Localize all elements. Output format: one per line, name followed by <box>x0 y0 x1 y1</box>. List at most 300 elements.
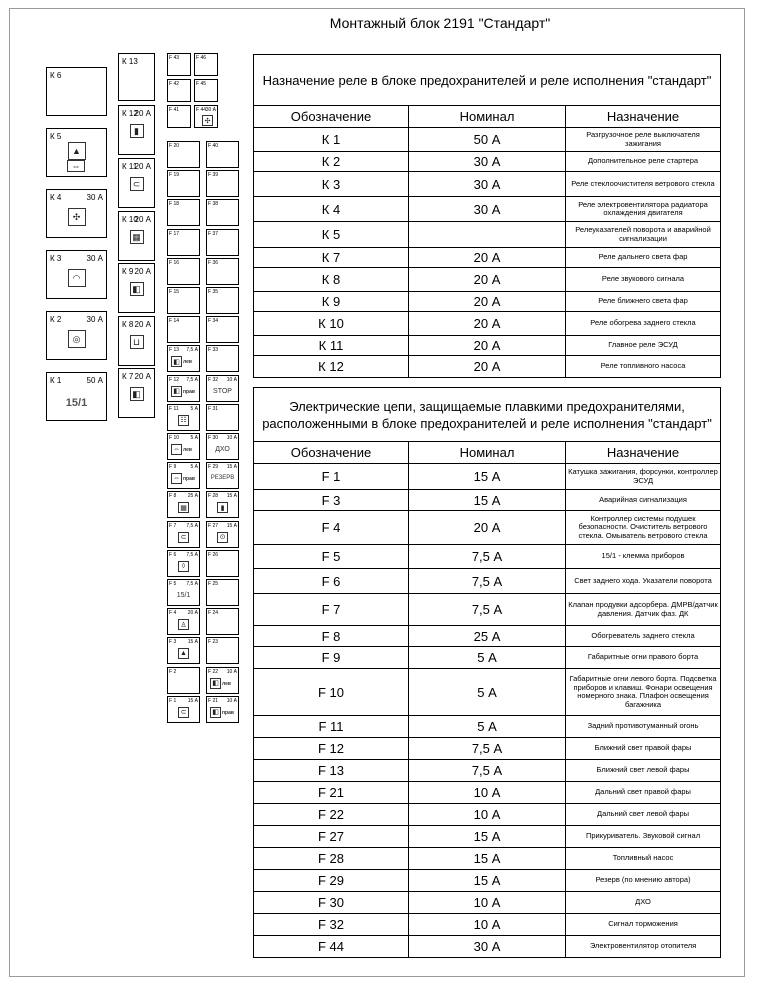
rating-cell: 10 А <box>409 782 566 804</box>
fuse-f-6 <box>167 550 200 577</box>
table-row <box>254 738 721 760</box>
designation-cell: F 44 <box>254 936 409 958</box>
fuse-f-24 <box>206 608 239 635</box>
purpose-cell: Реле обогрева заднего стекла <box>566 312 721 336</box>
airbag-icon: ♙ <box>178 619 189 630</box>
designation-cell: К 12 <box>254 356 409 378</box>
rating-cell: 7,5 А <box>409 569 566 594</box>
fuse-text: лев <box>183 447 192 453</box>
rating-cell: 15 А <box>409 826 566 848</box>
fuse-f-28 <box>206 491 239 518</box>
designation-cell: F 1 <box>254 464 409 490</box>
fuse-f-45 <box>194 79 218 102</box>
fuse-f-39 <box>206 170 239 197</box>
fuse-label: F 25 <box>208 581 219 587</box>
table-row <box>254 356 721 378</box>
purpose-cell: Катушка зажигания, форсунки, контроллер ЭСУД <box>566 464 721 490</box>
fuse-label: F 28 <box>208 493 219 500</box>
fuse-label: F 32 <box>208 376 219 383</box>
fuse-f-41 <box>167 105 191 128</box>
relay-k-5 <box>46 128 107 177</box>
purpose-cell: Сигнал торможения <box>566 914 721 936</box>
table-row <box>254 128 721 152</box>
table-caption: Назначение реле в блоке предохранителей и реле исполнения "стандарт" <box>254 55 721 106</box>
fuse-f-1 <box>167 696 200 723</box>
rating-cell: 5 А <box>409 669 566 716</box>
rating-cell: 30 А <box>409 197 566 222</box>
relay-label: К 12 <box>122 109 138 118</box>
purpose-cell: Дальний свет левой фары <box>566 804 721 826</box>
fuse-label: F 17 <box>169 230 180 237</box>
relay-rating: 20 А <box>134 372 151 381</box>
fuse-rating: 15 А <box>187 697 198 704</box>
designation-cell: К 3 <box>254 172 409 197</box>
fuse-f-40 <box>206 141 239 168</box>
designation-cell: F 21 <box>254 782 409 804</box>
fuse-label: F 16 <box>169 259 180 266</box>
fuse-label: F 7 <box>169 522 177 529</box>
relay-rating: 20 А <box>134 215 151 224</box>
fuse-f-36 <box>206 258 239 285</box>
designation-cell: F 28 <box>254 848 409 870</box>
fuse-f-22 <box>206 667 239 694</box>
relay-label: К 8 <box>122 320 134 329</box>
rear-defrost-icon: ▦ <box>130 230 144 244</box>
fuse-f-27 <box>206 521 239 548</box>
relay-label: К 4 <box>50 193 62 202</box>
table-row <box>254 848 721 870</box>
purpose-cell: Дальний свет правой фары <box>566 782 721 804</box>
relay-rating: 50 А <box>86 376 103 385</box>
designation-cell: F 12 <box>254 738 409 760</box>
fuse-f-46 <box>194 53 218 76</box>
designation-cell: К 10 <box>254 312 409 336</box>
table-row <box>254 716 721 738</box>
fuse-text: STOP <box>213 387 232 395</box>
relay-label: К 7 <box>122 372 134 381</box>
fuse-label: F 12 <box>169 376 180 383</box>
fuse-f-13 <box>167 345 200 372</box>
heater-fan-icon: ✣ <box>202 115 213 126</box>
rating-cell: 20 А <box>409 511 566 545</box>
fuse-rating: 5 А <box>190 464 198 471</box>
fog-icon: ☷ <box>178 415 189 426</box>
relay-label: К 2 <box>50 315 62 324</box>
designation-cell: F 9 <box>254 647 409 669</box>
fuse-f-35 <box>206 287 239 314</box>
low-beam-icon: ◧ <box>130 282 144 296</box>
designation-cell: F 30 <box>254 892 409 914</box>
relay-label: К 13 <box>122 57 138 66</box>
fuse-rating: 20 А <box>187 610 198 617</box>
rating-cell: 30 А <box>409 172 566 197</box>
purpose-cell: Габаритные огни левого борта. Подсветка приборов и клавиш. Фонари освещения номерного знака. Плафон освещения багажника <box>566 669 721 716</box>
table-row <box>254 782 721 804</box>
fuse-f-7 <box>167 521 200 548</box>
relay-k-9 <box>118 263 155 313</box>
designation-cell: F 27 <box>254 826 409 848</box>
fuse-text: прав <box>183 476 195 483</box>
fuse-rating: 5 А <box>190 435 198 441</box>
rating-cell: 25 А <box>409 626 566 647</box>
fuse-label: F 46 <box>196 55 207 61</box>
designation-cell: F 4 <box>254 511 409 545</box>
designation-cell: К 5 <box>254 222 409 248</box>
fuse-f-37 <box>206 229 239 256</box>
rating-cell: 10 А <box>409 892 566 914</box>
relay-rating: 30 А <box>86 193 103 202</box>
table-row <box>254 669 721 716</box>
table-caption: Электрические цепи, защищаемые плавкими предохранителями, расположенными в блоке предохранителей и реле исполнения "стандарт" <box>254 388 721 442</box>
fuse-f-25 <box>206 579 239 606</box>
relay-k-3 <box>46 250 107 299</box>
relay-label: К 10 <box>122 215 138 224</box>
fuse-f-11 <box>167 404 200 431</box>
hazard-icon: ▲ <box>178 648 189 659</box>
purpose-cell: Прикуриватель. Звуковой сигнал <box>566 826 721 848</box>
relay-k-7 <box>118 368 155 418</box>
fuse-f-42 <box>167 79 191 102</box>
fuse-label: F 6 <box>169 551 177 558</box>
fuse-f-16 <box>167 258 200 285</box>
fuse-rating: 10 А <box>226 376 237 383</box>
high-beam-icon: ◧ <box>210 707 221 718</box>
relay-label: К 3 <box>50 254 62 263</box>
relay-rating: 30 А <box>86 254 103 263</box>
rating-cell: 15 А <box>409 464 566 490</box>
fuse-f-38 <box>206 199 239 226</box>
fuse-f-5 <box>167 579 200 606</box>
fuse-label: F 3 <box>169 639 177 646</box>
rating-cell: 50 А <box>409 128 566 152</box>
rating-cell: 5 А <box>409 716 566 738</box>
table-header-row <box>254 442 721 464</box>
designation-cell: К 9 <box>254 292 409 312</box>
fuse-label: F 40 <box>208 143 219 149</box>
fuse-rating: 10 А <box>226 435 237 441</box>
fuse-label: F 21 <box>208 697 219 704</box>
fuse-rating: 15 А <box>226 493 237 500</box>
table-row <box>254 464 721 490</box>
relay-k-1 <box>46 372 107 421</box>
relay-k-8 <box>118 316 155 366</box>
fuse-label: F 42 <box>169 81 180 87</box>
relay-label: К 1 <box>50 376 62 385</box>
wiper-icon: ◠ <box>68 269 86 287</box>
fuse-f-17 <box>167 229 200 256</box>
table-row <box>254 172 721 197</box>
relay-k-4 <box>46 189 107 238</box>
fuse-label: F 22 <box>208 668 219 675</box>
purpose-cell: Главное реле ЭСУД <box>566 336 721 356</box>
engine-icon: ⊂ <box>178 532 189 543</box>
designation-cell: F 11 <box>254 716 409 738</box>
purpose-cell: Ближний свет левой фары <box>566 760 721 782</box>
fuse-label: F 26 <box>208 551 219 558</box>
rating-cell: 20 А <box>409 292 566 312</box>
fuse-label: F 4 <box>169 610 177 617</box>
designation-cell: F 32 <box>254 914 409 936</box>
fuse-label: F 20 <box>169 143 180 149</box>
rating-cell: 7,5 А <box>409 594 566 626</box>
fuse-label: F 23 <box>208 639 219 646</box>
fuse-label: F 27 <box>208 522 219 529</box>
engine-icon: ⊂ <box>178 707 189 718</box>
fuse-f-9 <box>167 462 200 489</box>
hazard-icon: ▲ <box>68 142 86 160</box>
table-row <box>254 914 721 936</box>
fuse-label: F 38 <box>208 201 219 208</box>
table-row <box>254 511 721 545</box>
fuse-rating: 7,5 А <box>186 581 198 587</box>
fuse-f-15 <box>167 287 200 314</box>
fuse-f-21 <box>206 696 239 723</box>
relay-table <box>253 54 721 378</box>
purpose-cell: Топливный насос <box>566 848 721 870</box>
fuse-table <box>253 387 721 958</box>
fuse-label: F 2 <box>169 668 177 675</box>
engine-icon: ⊂ <box>130 177 144 191</box>
fuse-f-31 <box>206 404 239 431</box>
designation-cell: F 5 <box>254 545 409 569</box>
designation-cell: F 8 <box>254 626 409 647</box>
relay-k-6 <box>46 67 107 116</box>
table-row <box>254 936 721 958</box>
column-header: Назначение <box>566 442 721 464</box>
relay-k-10 <box>118 211 155 261</box>
fuse-label: F 10 <box>169 435 180 441</box>
rating-cell: 20 А <box>409 312 566 336</box>
purpose-cell: Ближний свет правой фары <box>566 738 721 760</box>
designation-cell: К 1 <box>254 128 409 152</box>
fuse-f-3 <box>167 637 200 664</box>
fuse-label: F 41 <box>169 107 180 113</box>
rating-cell: 15 А <box>409 490 566 511</box>
table-row <box>254 152 721 172</box>
fuse-text: 15/1 <box>176 592 191 599</box>
table-row <box>254 545 721 569</box>
fuse-label: F 19 <box>169 172 180 179</box>
designation-cell: К 7 <box>254 248 409 268</box>
table-header-row <box>254 106 721 128</box>
fuse-f-26 <box>206 550 239 577</box>
purpose-cell: Свет заднего хода. Указатели поворота <box>566 569 721 594</box>
rating-cell: 15 А <box>409 870 566 892</box>
fuse-label: F 30 <box>208 435 219 441</box>
purpose-cell: Релеуказателей поворота и аварийной сигнализации <box>566 222 721 248</box>
purpose-cell: Разгрузочное реле выключателя зажигания <box>566 128 721 152</box>
table-row <box>254 826 721 848</box>
fuse-label: F 33 <box>208 347 219 354</box>
rating-cell: 5 А <box>409 647 566 669</box>
relay-label: К 9 <box>122 267 134 276</box>
purpose-cell: Контроллер системы подушек безопасности. Очиститель ветрового стекла. Омыватель ветрового стекла <box>566 511 721 545</box>
table-row <box>254 760 721 782</box>
fuse-f-2 <box>167 667 200 694</box>
fuse-rating: 15 А <box>187 639 198 646</box>
rating-cell <box>409 222 566 248</box>
table-row <box>254 892 721 914</box>
fuse-label: F 45 <box>196 81 207 87</box>
fuse-label: F 1 <box>169 697 177 704</box>
table-row <box>254 292 721 312</box>
parking-light-icon: ⇔ <box>173 446 180 453</box>
purpose-cell: Реле топливного насоса <box>566 356 721 378</box>
relay-rating: 20 А <box>134 162 151 171</box>
fuse-label: F 39 <box>208 172 219 179</box>
fuse-label: F 14 <box>169 318 180 325</box>
fuse-f-18 <box>167 199 200 226</box>
fuse-rating: 7,5 А <box>186 551 198 558</box>
fuse-f-33 <box>206 345 239 372</box>
fuse-label: F 15 <box>169 289 180 295</box>
fuse-label: F 9 <box>169 464 177 471</box>
fuse-text: лев <box>222 680 231 687</box>
relay-rating: 30 А <box>86 315 103 324</box>
purpose-cell: Обогреватель заднего стекла <box>566 626 721 647</box>
rear-defrost-icon: ▦ <box>178 502 189 513</box>
table-row <box>254 569 721 594</box>
fuse-f-14 <box>167 316 200 343</box>
designation-cell: F 7 <box>254 594 409 626</box>
purpose-cell: 15/1 - клемма приборов <box>566 545 721 569</box>
rating-cell: 10 А <box>409 804 566 826</box>
relay-label: К 6 <box>50 71 62 80</box>
designation-cell: К 11 <box>254 336 409 356</box>
designation-cell: F 13 <box>254 760 409 782</box>
table-caption-row <box>254 55 721 106</box>
fuse-rating: 7,5 А <box>186 376 198 383</box>
table-row <box>254 804 721 826</box>
fuse-f-29 <box>206 462 239 489</box>
designation-cell: К 2 <box>254 152 409 172</box>
table-row <box>254 490 721 511</box>
fuse-text: лев <box>183 359 192 366</box>
fuse-f-10 <box>167 433 200 460</box>
relay-k-13 <box>118 53 155 101</box>
column-header: Обозначение <box>254 442 409 464</box>
fuse-label: F 5 <box>169 581 177 587</box>
fuse-label: F 37 <box>208 230 219 237</box>
fuse-text: прав <box>222 709 234 716</box>
fuse-f-20 <box>167 141 200 168</box>
column-header: Номинал <box>409 442 566 464</box>
high-beam-icon: ◧ <box>210 678 221 689</box>
column-header: Номинал <box>409 106 566 128</box>
fuse-text: РЕЗЕРВ <box>210 475 235 482</box>
fuse-label: F 13 <box>169 347 180 354</box>
fuse-label: F 8 <box>169 493 177 500</box>
fuse-label: F 44 <box>196 107 207 113</box>
column-header: Обозначение <box>254 106 409 128</box>
rating-cell: 15 А <box>409 848 566 870</box>
high-beam-icon: ◧ <box>130 387 144 401</box>
fuse-rating: 30 А <box>205 107 216 113</box>
rating-cell: 30 А <box>409 936 566 958</box>
rating-cell: 20 А <box>409 268 566 292</box>
table-row <box>254 594 721 626</box>
fuel-pump-icon: ▮ <box>130 124 144 138</box>
fuse-rating: 5 А <box>190 405 198 412</box>
fuse-label: F 29 <box>208 464 219 471</box>
fuse-f-32 <box>206 375 239 402</box>
purpose-cell: Реле дальнего света фар <box>566 248 721 268</box>
fuse-f-4 <box>167 608 200 635</box>
relay-k-12 <box>118 105 155 155</box>
column-header: Назначение <box>566 106 721 128</box>
low-beam-icon: ◧ <box>171 356 182 367</box>
relay-k-11 <box>118 158 155 208</box>
fuse-rating: 25 А <box>187 493 198 500</box>
purpose-cell: Аварийная сигнализация <box>566 490 721 511</box>
fuse-label: F 18 <box>169 201 180 208</box>
purpose-cell: Дополнительное реле стартера <box>566 152 721 172</box>
fuse-rating: 10 А <box>226 697 237 704</box>
rating-cell: 30 А <box>409 152 566 172</box>
relay-label: К 11 <box>122 162 138 171</box>
lighter-icon: ⊙ <box>217 532 228 543</box>
table-row <box>254 268 721 292</box>
fuse-text: ДХО <box>215 446 230 453</box>
table-row <box>254 647 721 669</box>
designation-cell: F 6 <box>254 569 409 594</box>
purpose-cell: Электровентилятор отопителя <box>566 936 721 958</box>
purpose-cell: Реле стеклоочистителя ветрового стекла <box>566 172 721 197</box>
page-title: Монтажный блок 2191 "Стандарт" <box>329 15 551 31</box>
purpose-cell: Резерв (по мнению автора) <box>566 870 721 892</box>
table-row <box>254 248 721 268</box>
fuse-label: F 31 <box>208 405 219 412</box>
rating-cell: 7,5 А <box>409 738 566 760</box>
fuse-f-8 <box>167 491 200 518</box>
bulb-icon: ◊ <box>178 561 189 572</box>
rating-cell: 20 А <box>409 336 566 356</box>
fuse-f-23 <box>206 637 239 664</box>
relay-label: К 5 <box>50 132 62 141</box>
fuse-f-43 <box>167 53 191 76</box>
purpose-cell: Реле звукового сигнала <box>566 268 721 292</box>
table-row <box>254 336 721 356</box>
purpose-cell: Реле ближнего света фар <box>566 292 721 312</box>
fuse-label: F 24 <box>208 610 219 617</box>
designation-cell: F 3 <box>254 490 409 511</box>
fuse-rating: 15 А <box>226 522 237 529</box>
fuse-f-19 <box>167 170 200 197</box>
rating-cell: 20 А <box>409 248 566 268</box>
fuse-f-30 <box>206 433 239 460</box>
designation-cell: К 8 <box>254 268 409 292</box>
relay-k-2 <box>46 311 107 360</box>
fuse-label: F 34 <box>208 318 219 325</box>
purpose-cell: Габаритные огни правого борта <box>566 647 721 669</box>
purpose-cell: Клапан продувки адсорбера. ДМРВ/датчик давления. Датчик фаз. ДК <box>566 594 721 626</box>
fuse-label: F 11 <box>169 405 179 412</box>
table-row <box>254 197 721 222</box>
fan-icon: ✣ <box>68 208 86 226</box>
fuse-label: F 36 <box>208 259 219 266</box>
designation-cell: F 29 <box>254 870 409 892</box>
relay-rating: 20 А <box>134 109 151 118</box>
relay-rating: 20 А <box>134 267 151 276</box>
rating-cell: 7,5 А <box>409 760 566 782</box>
fuse-rating: 7,5 А <box>186 522 198 529</box>
fuse-label: F 35 <box>208 289 219 295</box>
purpose-cell: ДХО <box>566 892 721 914</box>
parking-light-icon: ⇔ <box>173 475 180 483</box>
purpose-cell: Задний противотуманный огонь <box>566 716 721 738</box>
fuse-text: прав <box>183 388 195 395</box>
fuse-f-44 <box>194 105 218 128</box>
